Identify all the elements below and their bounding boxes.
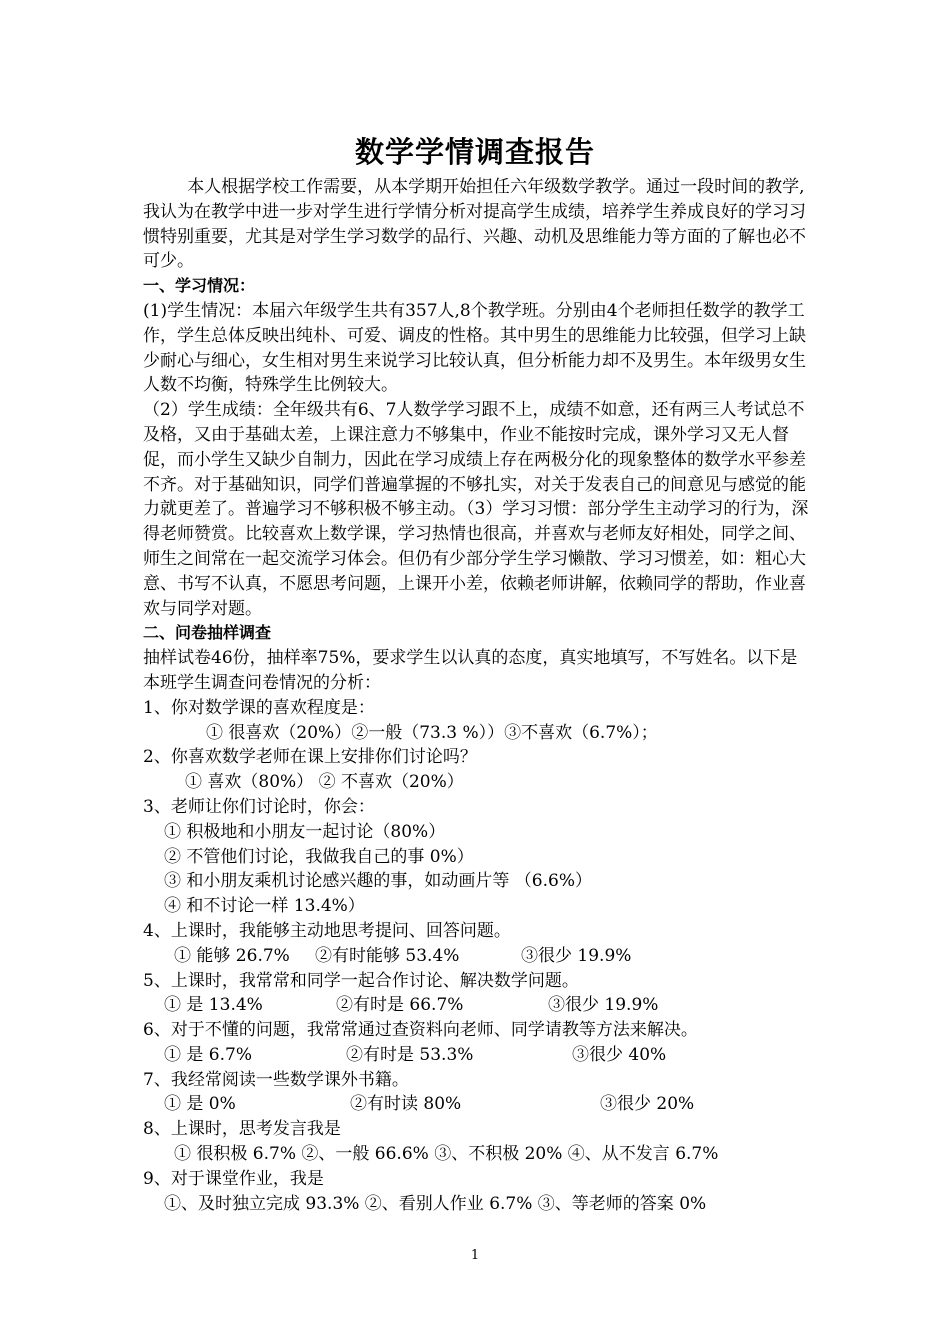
question-6-option-b: ②有时是 53.3% [346, 1044, 474, 1065]
question-9: 9、对于课堂作业，我是 [143, 1168, 324, 1189]
question-5-option-c: ③很少 19.9% [548, 995, 659, 1016]
document-body [143, 175, 813, 1216]
question-6: 6、对于不懂的问题，我常常通过查资料向老师、同学请教等方法来解决。 [143, 1020, 698, 1041]
question-9-options: ①、及时独立完成 93.3% ②、看别人作业 6.7% ③、等老师的答案 0% [164, 1193, 707, 1214]
question-1: 1、你对数学课的喜欢程度是： [143, 697, 375, 718]
question-7: 7、我经常阅读一些数学课外书籍。 [143, 1069, 409, 1090]
question-5-option-b: ②有时是 66.7% [336, 995, 464, 1016]
question-5: 5、上课时，我常常和同学一起合作讨论、解决数学问题。 [143, 970, 579, 991]
question-4-option-a: ① 能够 26.7% [174, 945, 290, 966]
question-4-option-c: ③很少 19.9% [521, 945, 632, 966]
question-3-option-1: ① 积极地和小朋友一起讨论（80%） [164, 821, 446, 842]
question-5-options [143, 993, 813, 1018]
question-8-options: ① 很积极 6.7% ②、一般 66.6% ③、不积极 20% ④、从不发言 6.7% [174, 1144, 719, 1165]
page-title: 数学学情调查报告 [354, 135, 595, 169]
section-heading-study: 一、学习情况： [143, 276, 256, 296]
question-3-option-3: ③ 和小朋友乘机讨论感兴趣的事，如动画片等 （6.6%） [164, 871, 592, 892]
question-4-option-b: ②有时能够 53.4% [315, 945, 460, 966]
question-3-option-2: ② 不管他们讨论，我做我自己的事 0%） [164, 846, 474, 867]
question-5-option-a: ① 是 13.4% [164, 995, 263, 1016]
question-3-option-4: ④ 和不讨论一样 13.4%） [164, 896, 365, 917]
question-1-options: ① 很喜欢（20%）②一般（73.3 %））③不喜欢（6.7%）； [206, 722, 658, 743]
student-situation-paragraph: (1)学生情况：本届六年级学生共有357人,8个教学班。分别由4个老师担任数学的教学工作，学生总体反映出纯朴、可爱、调皮的性格。其中男生的思维能力比较强，但学习上缺少耐心与细心，女生相对男生来说学习比较认真，但分析能力却不及男生。本年级男女生人数不均衡，特殊学生比例较大。 [143, 300, 806, 396]
question-3: 3、老师让你们讨论时，你会： [143, 796, 375, 817]
page-number: 1 [470, 1248, 480, 1263]
section-heading-survey: 二、问卷抽样调查 [143, 623, 272, 643]
student-score-paragraph: （2）学生成绩：全年级共有6、7人数学学习跟不上，成绩不如意，还有两三人考试总不及格，又由于基础太差，上课注意力不够集中，作业不能按时完成，课外学习又无人督促，而小学生又缺少自制力，因此在学习成绩上存在两极分化的现象整体的数学水平参差不齐。对于基础知识，同学们普遍掌握的不够扎实，对关于发表自己的间意见与感觉的能力就更差了。普遍学习不够积极不够主动。（3）学习习惯：部分学生主动学习的行为，深得老师赞赏。比较喜欢上数学课，学习热情也很高，并喜欢与老师友好相处，同学之间、师生之间常在一起交流学习体会。但仍有少部分学生学习懒散、学习习惯差，如：粗心大意、书写不认真，不愿思考问题，上课开小差，依赖老师讲解，依赖同学的帮助，作业喜欢与同学对题。 [143, 400, 809, 619]
question-4: 4、上课时，我能够主动地思考提问、回答问题。 [143, 920, 511, 941]
survey-intro-paragraph: 抽样试卷46份，抽样率75%，要求学生以认真的态度，真实地填写，不写姓名。以下是本班学生调查问卷情况的分析： [143, 648, 798, 693]
question-7-option-c: ③很少 20% [600, 1094, 695, 1115]
question-7-option-a: ① 是 0% [164, 1094, 236, 1115]
question-8: 8、上课时，思考发言我是 [143, 1119, 341, 1140]
question-6-option-a: ① 是 6.7% [164, 1044, 252, 1065]
question-7-option-b: ②有时读 80% [350, 1094, 462, 1115]
question-6-option-c: ③很少 40% [572, 1044, 667, 1065]
question-2-options: ① 喜欢（80%） ② 不喜欢（20%） [185, 772, 464, 793]
question-4-options [143, 944, 813, 969]
question-6-options [143, 1043, 813, 1068]
question-2: 2、你喜欢数学老师在课上安排你们讨论吗？ [143, 747, 477, 768]
intro-paragraph: 本人根据学校工作需要，从本学期开始担任六年级数学教学。通过一段时间的教学,我认为在教学中进一步对学生进行学情分析对提高学生成绩，培养学生养成良好的学习习惯特别重要，尤其是对学生学习数学的品行、兴趣、动机及思维能力等方面的了解也必不可少。 [143, 177, 806, 272]
question-7-options [143, 1092, 813, 1117]
